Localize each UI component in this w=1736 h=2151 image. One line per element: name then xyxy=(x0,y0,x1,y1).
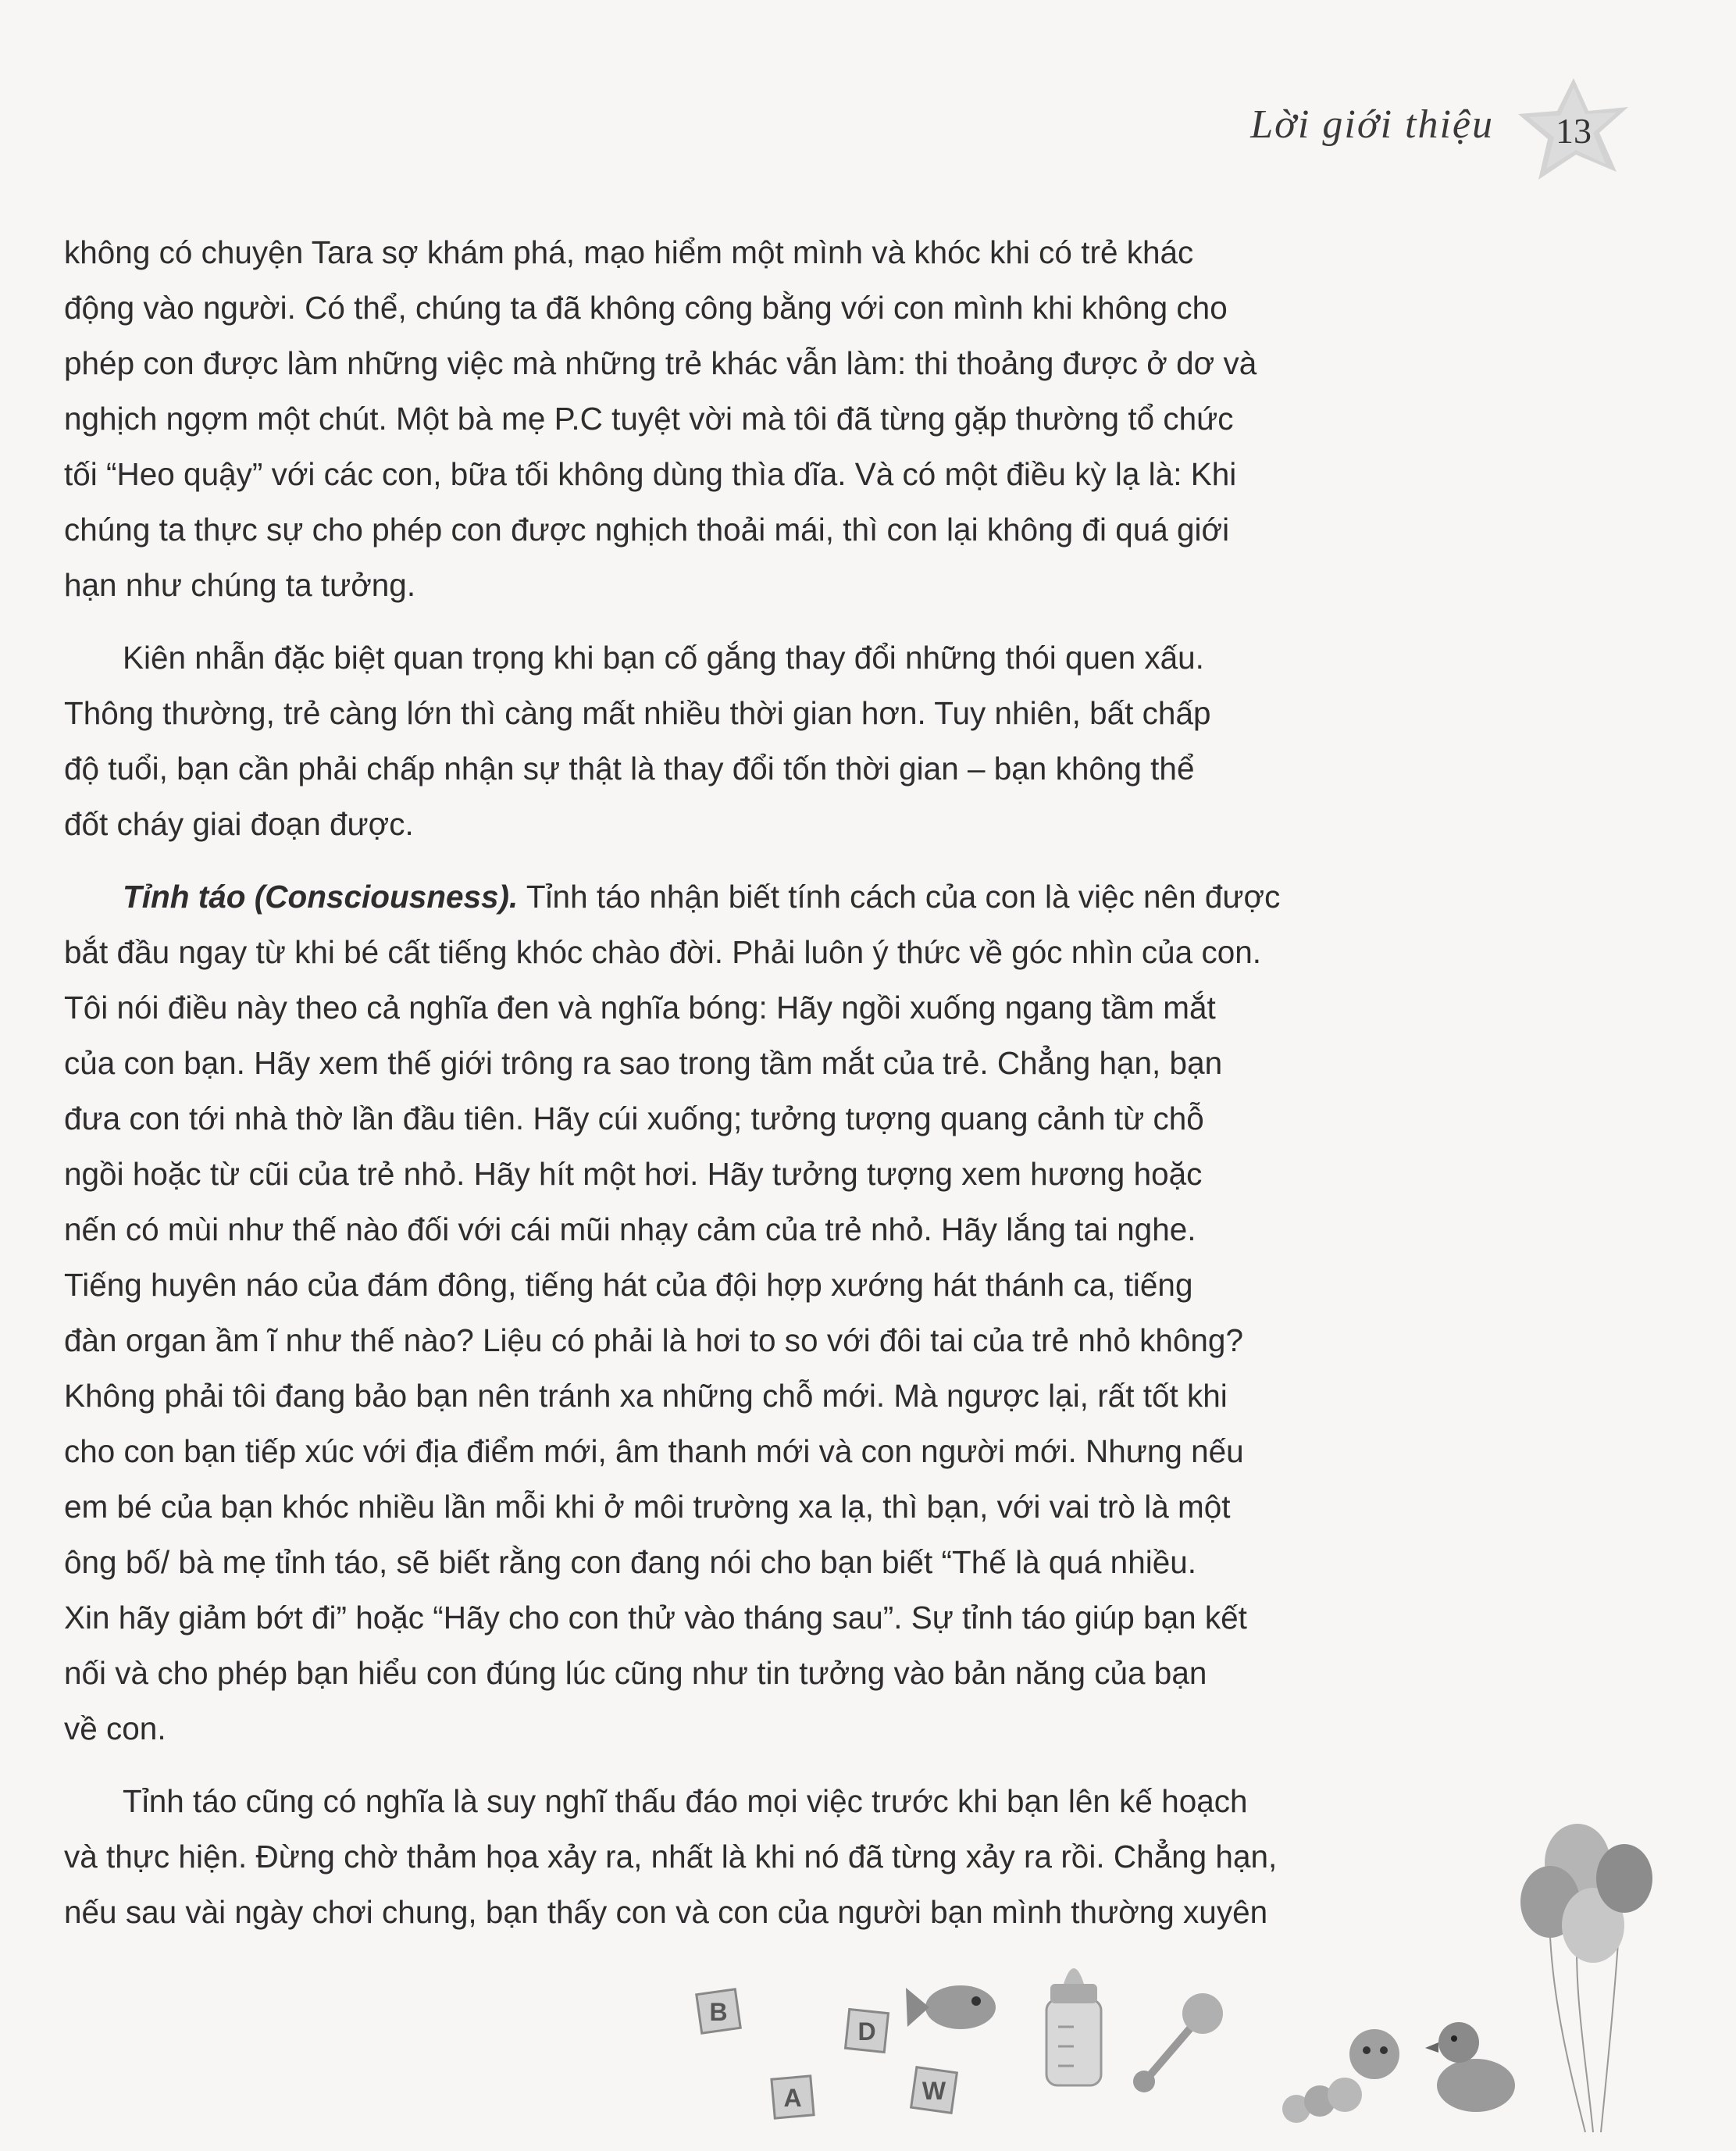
page-body xyxy=(64,225,1353,1940)
text-line: em bé của bạn khóc nhiều lần mỗi khi ở môi trường xa lạ, thì bạn, với vai trò là một xyxy=(64,1489,1231,1525)
paragraph-2 xyxy=(64,630,1353,852)
text-line: bắt đầu ngay từ khi bé cất tiếng khóc chào đời. Phải luôn ý thức về góc nhìn của con. xyxy=(64,934,1261,970)
text-line: động vào người. Có thể, chúng ta đã không công bằng với con mình khi không cho xyxy=(64,290,1228,326)
caterpillar-icon xyxy=(1282,2029,1399,2123)
letter-block-b xyxy=(697,1989,740,2033)
text-line: và thực hiện. Đừng chờ thảm họa xảy ra, nhất là khi nó đã từng xảy ra rồi. Chẳng hạn, xyxy=(64,1839,1278,1875)
text-line xyxy=(64,869,1353,925)
block-letter: W xyxy=(921,2077,946,2105)
text-line: Không phải tôi đang bảo bạn nên tránh xa những chỗ mới. Mà ngược lại, rất tốt khi xyxy=(64,1378,1228,1414)
text-line: Kiên nhẫn đặc biệt quan trọng khi bạn cố gắng thay đổi những thói quen xấu. xyxy=(123,640,1204,676)
text-line: nối và cho phép bạn hiểu con đúng lúc cũng như tin tưởng vào bản năng của bạn xyxy=(64,1655,1207,1691)
text-line: Tỉnh táo cũng có nghĩa là suy nghĩ thấu đáo mọi việc trước khi bạn lên kế hoạch xyxy=(123,1783,1248,1819)
text-line: Tôi nói điều này theo cả nghĩa đen và nghĩa bóng: Hãy ngồi xuống ngang tầm mắt xyxy=(64,990,1216,1026)
text-line: ông bố/ bà mẹ tỉnh táo, sẽ biết rằng con đang nói cho bạn biết “Thế là quá nhiều. xyxy=(64,1544,1197,1580)
text-line: đốt cháy giai đoạn được. xyxy=(64,806,414,842)
text-line: về con. xyxy=(64,1710,166,1746)
chapter-title: Lời giới thiệu xyxy=(1250,102,1494,147)
text-line: của con bạn. Hãy xem thế giới trông ra sao trong tầm mắt của trẻ. Chẳng hạn, bạn xyxy=(64,1045,1223,1081)
text-line: đàn organ ầm ĩ như thế nào? Liệu có phải là hơi to so với đôi tai của trẻ nhỏ không? xyxy=(64,1322,1243,1358)
text-line: phép con được làm những việc mà những trẻ khác vẫn làm: thi thoảng được ở dơ và xyxy=(64,345,1257,381)
page-number: 13 xyxy=(1556,110,1592,151)
fish-icon xyxy=(906,1985,996,2029)
page-header xyxy=(0,0,1736,203)
text-line: cho con bạn tiếp xúc với địa điểm mới, âm thanh mới và con người mới. Nhưng nếu xyxy=(64,1433,1244,1469)
text-line: Xin hãy giảm bớt đi” hoặc “Hãy cho con thử vào tháng sau”. Sự tỉnh táo giúp bạn kết xyxy=(64,1600,1247,1636)
block-letter: B xyxy=(709,1998,728,2026)
text-line: độ tuổi, bạn cần phải chấp nhận sự thật là thay đổi tốn thời gian – bạn không thể xyxy=(64,751,1195,787)
text-run: Tỉnh táo nhận biết tính cách của con là việc nên được xyxy=(518,879,1281,915)
text-line: nghịch ngợm một chút. Một bà mẹ P.C tuyệt vời mà tôi đã từng gặp thường tổ chức xyxy=(64,401,1234,437)
text-line: không có chuyện Tara sợ khám phá, mạo hiểm một mình và khóc khi có trẻ khác xyxy=(64,234,1194,270)
rattle-icon xyxy=(1133,1993,1223,2092)
text-line: nến có mùi như thế nào đối với cái mũi nhạy cảm của trẻ nhỏ. Hãy lắng tai nghe. xyxy=(64,1211,1196,1247)
text-line: tối “Heo quậy” với các con, bữa tối không dùng thìa dĩa. Và có một điều kỳ lạ là: Khi xyxy=(64,456,1237,492)
text-line: chúng ta thực sự cho phép con được nghịch thoải mái, thì con lại không đi quá giới xyxy=(64,512,1230,548)
text-line: nếu sau vài ngày chơi chung, bạn thấy con và con của người bạn mình thường xuyên xyxy=(64,1894,1268,1930)
text-line: hạn như chúng ta tưởng. xyxy=(64,567,416,603)
balloons-icon xyxy=(1520,1824,1652,2132)
paragraph-3 xyxy=(64,869,1353,1757)
text-line: đưa con tới nhà thờ lần đầu tiên. Hãy cúi xuống; tưởng tượng quang cảnh từ chỗ xyxy=(64,1100,1204,1136)
decorative-footer xyxy=(0,1820,1736,2151)
rubber-duck-icon xyxy=(1425,2022,1515,2112)
letter-block-w xyxy=(911,2067,957,2114)
text-line: ngồi hoặc từ cũi của trẻ nhỏ. Hãy hít một hơi. Hãy tưởng tượng xem hương hoặc xyxy=(64,1156,1203,1192)
text-line: Thông thường, trẻ càng lớn thì càng mất nhiều thời gian hơn. Tuy nhiên, bất chấp xyxy=(64,695,1211,731)
baby-bottle-icon xyxy=(1046,1968,1101,2085)
block-letter: D xyxy=(857,2017,876,2046)
term-heading: Tỉnh táo (Consciousness). xyxy=(123,879,519,915)
paragraph-1 xyxy=(64,225,1353,613)
letter-block-d xyxy=(846,2010,889,2053)
text-line: Tiếng huyên náo của đám đông, tiếng hát của đội hợp xướng hát thánh ca, tiếng xyxy=(64,1267,1193,1303)
letter-block-a xyxy=(772,2076,814,2118)
block-letter: A xyxy=(783,2084,802,2112)
